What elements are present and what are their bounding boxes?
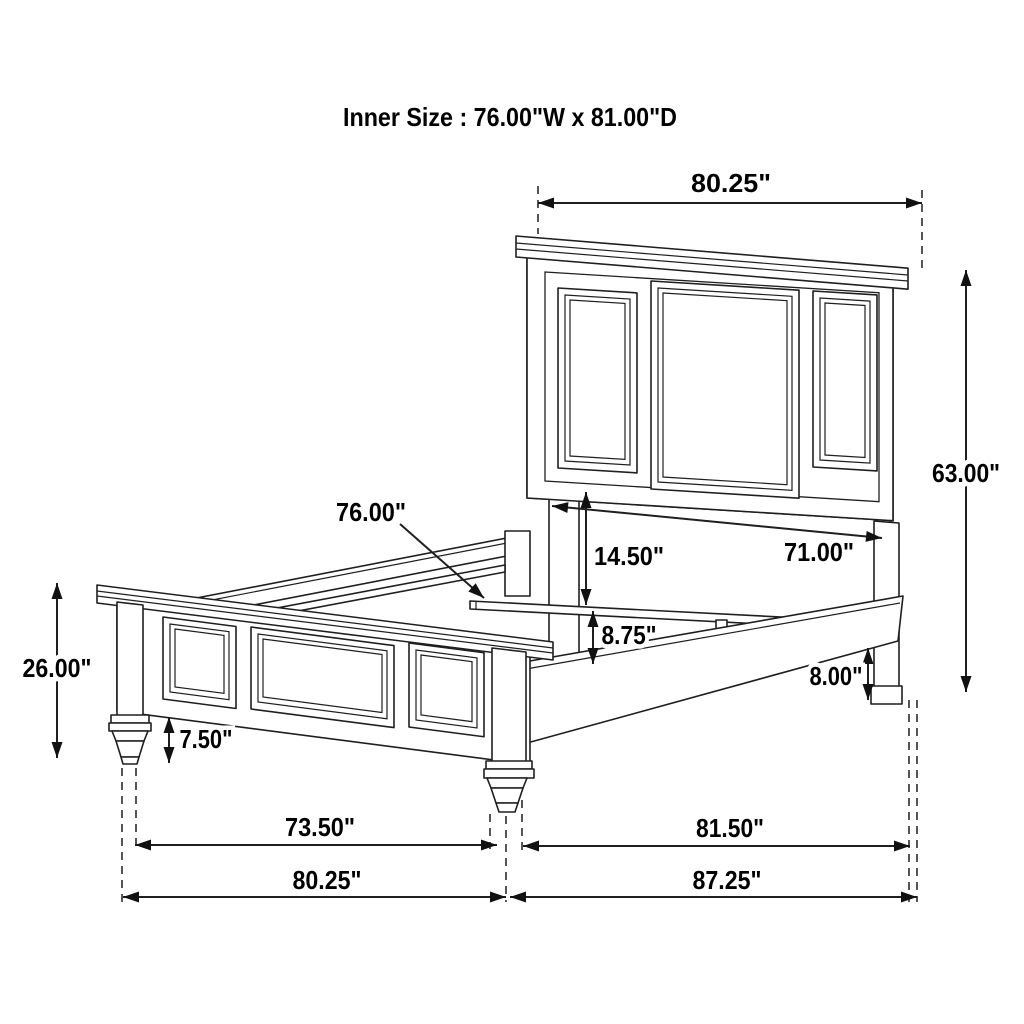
outline: [111, 715, 149, 723]
dim-side-rail-length: [523, 813, 910, 852]
arrowhead: [894, 841, 910, 852]
arrowhead: [481, 840, 497, 851]
dim-label-side-rail-height: 8.00": [809, 661, 863, 691]
outline: [117, 602, 143, 717]
dim-label-overall-depth: 87.25": [692, 865, 762, 895]
dim-label-headboard-height: 63.00": [932, 458, 1000, 488]
outline: [491, 788, 523, 803]
outline: [109, 723, 151, 731]
dim-label-slat-clearance: 8.75": [601, 620, 657, 650]
outline: [871, 686, 902, 704]
dim-headboard-width: [538, 168, 922, 209]
outline: [116, 741, 144, 757]
outline: [505, 531, 530, 596]
arrowhead: [135, 840, 151, 851]
dim-label-side-rail-length: 81.50": [696, 813, 764, 843]
arrowhead: [961, 270, 972, 286]
dim-label-footboard-rail-clearance: 7.50": [179, 724, 233, 754]
dim-footboard-height: [23, 583, 92, 758]
arrowhead: [906, 198, 922, 209]
dim-label-headboard-inner-width: 71.00": [784, 537, 854, 567]
outline: [486, 761, 532, 769]
outline: [651, 281, 799, 498]
dim-label-footboard-width: 80.25": [292, 865, 362, 895]
dim-headboard-height: [932, 270, 1000, 692]
outline: [121, 757, 139, 764]
outline: [484, 769, 534, 778]
arrowhead: [164, 747, 175, 763]
arrowhead: [164, 717, 175, 733]
dim-footboard-inner-width: [135, 812, 497, 851]
arrowhead: [538, 198, 554, 209]
dim-label-footboard-inner-width: 73.50": [285, 812, 355, 842]
diagram-title: Inner Size : 76.00"W x 81.00"D: [343, 102, 677, 132]
dim-footboard-width: [123, 865, 506, 903]
outline: [496, 803, 518, 812]
dim-label-center-slat-width: 76.00": [336, 497, 406, 527]
dim-headboard-panel-to-slat: [581, 492, 665, 605]
footboard-right-post: [484, 648, 534, 812]
dim-footboard-rail-clearance: [164, 717, 233, 763]
arrowhead: [52, 583, 63, 599]
arrowhead: [523, 841, 539, 852]
dim-label-headboard-width: 80.25": [691, 168, 771, 198]
arrowhead: [581, 589, 592, 605]
header: [343, 102, 677, 132]
outline: [492, 648, 526, 763]
arrowhead: [510, 892, 526, 903]
arrowhead: [961, 676, 972, 692]
outline: [112, 731, 148, 741]
dim-overall-depth: [510, 865, 917, 903]
outline: [487, 778, 527, 788]
dim-label-headboard-panel-to-slat: 14.50": [594, 541, 664, 571]
headboard-face: [527, 255, 893, 521]
outline: [813, 291, 877, 471]
dim-label-footboard-height: 26.00": [22, 653, 92, 683]
arrowhead: [52, 742, 63, 758]
arrowhead: [490, 892, 506, 903]
arrowhead: [123, 892, 139, 903]
